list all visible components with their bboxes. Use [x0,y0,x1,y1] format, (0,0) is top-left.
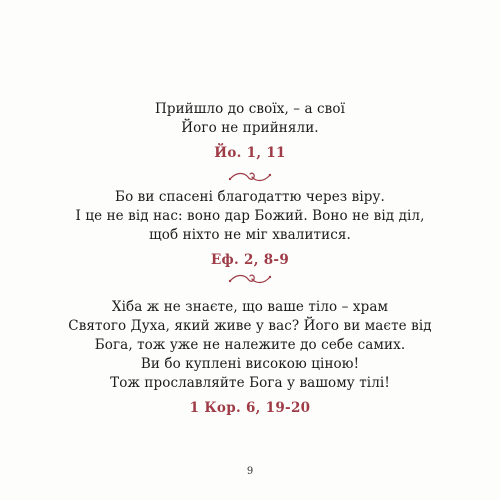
verse-line: Хіба ж не знаєте, що ваше тіло – храм [111,299,389,315]
verse-reference: Йо. 1, 11 [214,145,286,161]
verse-line: Ви бо куплені високою ціною! [140,356,360,372]
verse-line: Його не прийняли. [181,120,319,136]
verse-line: Прийшло до своїх, – а свої [154,101,346,117]
flourish-ornament-icon [226,170,274,184]
verse-block-1 [0,100,500,163]
verse-line: Святого Духа, який живе у вас? Його ви маєте від [68,318,432,334]
verse-block-3 [0,298,500,418]
verse-line: Тож прославляйте Бога у вашому тілі! [110,375,390,391]
flourish-ornament-icon [226,272,274,286]
verse-line: Бо ви спасені благодаттю через віру. [115,189,385,205]
verse-line: І це не від нас: воно дар Божий. Воно не від діл, [75,208,425,224]
verse-block-2 [0,188,500,270]
verse-line: Бога, тож уже не належите до себе самих. [94,337,406,353]
page-number: 9 [246,466,254,477]
verse-reference: Еф. 2, 8-9 [210,252,290,268]
verse-line: щоб ніхто не міг хвалитися. [149,227,351,243]
verse-reference: 1 Кор. 6, 19-20 [189,400,311,416]
